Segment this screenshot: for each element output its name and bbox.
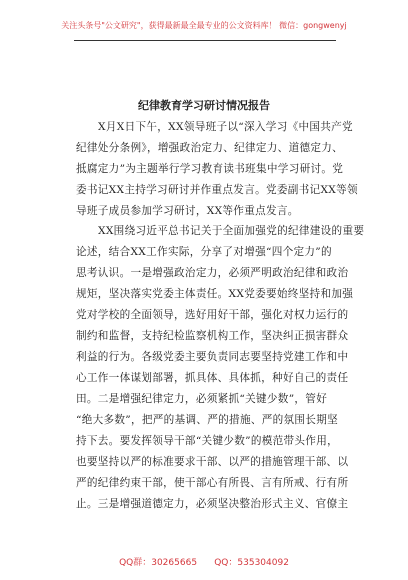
paragraph-line: 委书记XX主持学习研讨并作重点发言。党委副书记XX等领 xyxy=(76,184,358,196)
paragraph-line: 导班子成员参加学习研讨，XX等作重点发言。 xyxy=(76,205,299,217)
document-title: 纪律教育学习研讨情况报告 xyxy=(138,99,270,112)
paragraph-line: 持下去。要发挥领导干部“关键少数”的模范带头作用， xyxy=(76,435,338,447)
paragraph-line: 思考认识。一是增强政治定力，必须严明政治纪律和政治 xyxy=(76,267,349,279)
paragraph-line: 心工作一体谋划部署，抓具体、具体抓，种好自己的责任 xyxy=(76,372,349,384)
qq-group: QQ群：30265665 xyxy=(119,558,198,568)
paragraph-2 xyxy=(76,221,365,515)
paragraph-1 xyxy=(76,117,358,222)
paragraph-line: 规矩，坚决落实党委主体责任。XX党委要始终坚持和加强 xyxy=(76,288,354,300)
paragraph-line: 田。二是增强纪律定力，必须紧抓“关键少数”，管好 xyxy=(76,393,328,405)
footer-contact xyxy=(0,555,408,568)
paragraph-line: 利益的行为。各级党委主要负责同志要坚持党建工作和中 xyxy=(76,351,349,363)
paragraph-line: 严的纪律约束干部，使干部心有所畏、言有所戒、行有所 xyxy=(76,477,349,489)
paragraph-line: 也要坚持以严的标准要求干部、以严的措施管理干部、以 xyxy=(76,456,349,468)
paragraph-line: 党对学校的全面领导，选好用好干部，强化对权力运行的 xyxy=(76,309,349,321)
qq-number: QQ：535304092 xyxy=(214,558,289,568)
paragraph-line: 抵腐定力”为主题举行学习教育读书班集中学习研讨。党 xyxy=(76,163,344,175)
header-note: 关注头条号"公文研究"，获得最新最全最专业的公文资料库！ 微信：gongwenyj xyxy=(61,21,347,30)
paragraph-line: 纪律处分条例》，增强政治定力、纪律定力、道德定力、 xyxy=(76,142,344,154)
paragraph-line: X月X日下午，XX领导班子以“深入学习《中国共产党 xyxy=(98,121,353,133)
paragraph-line: 止。三是增强道德定力，必须坚决整治形式主义、官僚主 xyxy=(76,498,349,510)
paragraph-line: XX围绕习近平总书记关于全面加强党的纪律建设的重要 xyxy=(98,225,365,237)
paragraph-line: “绝大多数”，把严的基调、严的措施、严的氛围长期坚 xyxy=(76,414,338,426)
paragraph-line: 论述，结合XX工作实际，分享了对增强“四个定力”的 xyxy=(76,246,332,258)
paragraph-line: 制约和监督，支持纪检监察机构工作，坚决纠正损害群众 xyxy=(76,330,349,342)
header-divider xyxy=(74,40,336,41)
